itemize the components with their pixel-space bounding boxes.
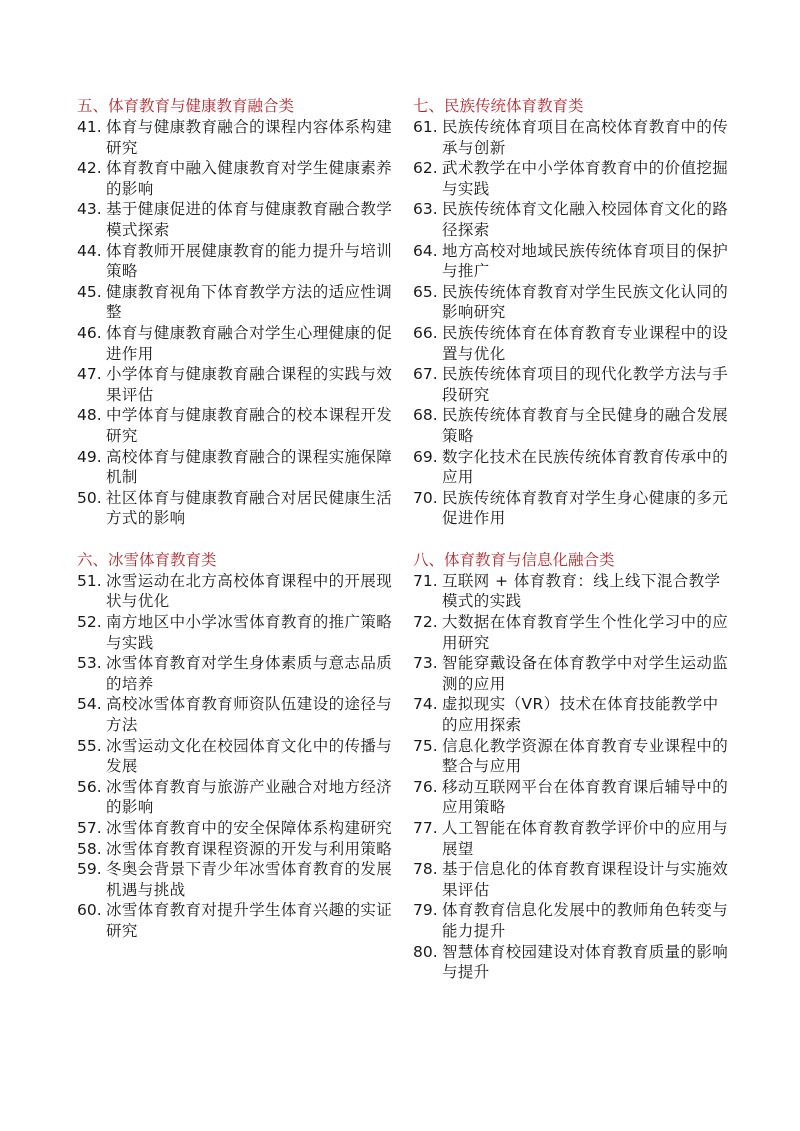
item-number: 77. (413, 819, 438, 837)
item-number: 42. (77, 159, 102, 178)
list-item (413, 900, 731, 941)
list-item (413, 694, 731, 735)
list-item (413, 199, 731, 240)
item-number: 63. (413, 200, 438, 219)
item-text: 冰雪体育教育中的安全保障体系构建研究 (106, 819, 393, 837)
list-item (77, 736, 395, 777)
item-text: 冰雪体育教育课程资源的开发与利用策略 (106, 839, 393, 858)
item-text: 数字化技术在民族传统体育教育传承中的应用 (442, 447, 729, 487)
item-text: 体育教师开展健康教育的能力提升与培训策略 (106, 241, 393, 281)
item-text: 智能穿戴设备在体育教学中对学生运动监测的应用 (442, 654, 729, 693)
list-item (413, 612, 731, 653)
item-text: 冰雪体育教育对学生身体素质与意志品质的培养 (106, 654, 393, 693)
item-number: 57. (77, 819, 102, 837)
list-item (77, 571, 395, 612)
item-text: 高校体育与健康教育融合的课程实施保障机制 (106, 447, 393, 487)
item-text: 民族传统体育项目在高校体育教育中的传承与创新 (442, 118, 729, 157)
list-item (77, 199, 395, 240)
item-text: 冰雪体育教育与旅游产业融合对地方经济的影响 (106, 777, 393, 817)
list-item (413, 818, 731, 859)
item-number: 60. (77, 901, 102, 920)
item-text: 体育与健康教育融合对学生心理健康的促进作用 (106, 323, 393, 363)
list-item (413, 571, 731, 612)
item-number: 59. (77, 860, 102, 879)
list-item (77, 364, 395, 405)
item-number: 45. (77, 282, 102, 301)
item-number: 62. (413, 159, 438, 178)
left-column (77, 96, 395, 963)
item-number: 56. (77, 777, 102, 796)
item-number: 74. (413, 695, 438, 714)
list-item (77, 405, 395, 446)
topic-section (77, 550, 395, 942)
item-number: 54. (77, 695, 102, 714)
item-text: 民族传统体育教育对学生身心健康的多元促进作用 (442, 488, 729, 528)
list-item (77, 653, 395, 694)
item-number: 50. (77, 488, 102, 507)
list-item (77, 241, 395, 282)
item-text: 人工智能在体育教育教学评价中的应用与展望 (442, 819, 729, 858)
item-text: 武术教学在中小学体育教育中的价值挖掘与实践 (442, 159, 729, 198)
item-number: 80. (413, 942, 438, 961)
item-number: 48. (77, 406, 102, 425)
list-item (413, 241, 731, 282)
item-text: 民族传统体育教育对学生民族文化认同的影响研究 (442, 282, 729, 322)
item-text: 小学体育与健康教育融合课程的实践与效果评估 (106, 365, 393, 404)
item-number: 43. (77, 200, 102, 219)
item-number: 47. (77, 365, 102, 384)
list-item (77, 818, 395, 839)
list-item (413, 323, 731, 364)
list-item (77, 117, 395, 158)
item-text: 大数据在体育教育学生个性化学习中的应用研究 (442, 613, 729, 652)
item-text: 信息化教学资源在体育教育专业课程中的整合与应用 (442, 736, 729, 776)
item-number: 75. (413, 736, 438, 755)
list-item (77, 158, 395, 199)
item-number: 68. (413, 406, 438, 425)
topic-section (413, 550, 731, 983)
list-item (413, 859, 731, 900)
list-item (77, 694, 395, 735)
item-text: 民族传统体育在体育教育专业课程中的设置与优化 (442, 323, 729, 363)
topic-section (413, 96, 731, 529)
list-item (413, 942, 731, 983)
list-item (413, 364, 731, 405)
list-item (77, 612, 395, 653)
item-text: 民族传统体育文化融入校园体育文化的路径探索 (442, 200, 729, 239)
list-item (413, 158, 731, 199)
list-item (77, 447, 395, 488)
list-item (77, 282, 395, 323)
item-number: 52. (77, 613, 102, 632)
list-item (413, 282, 731, 323)
item-text: 冰雪运动在北方高校体育课程中的开展现状与优化 (106, 571, 393, 611)
item-number: 53. (77, 654, 102, 673)
item-text: 虚拟现实（VR）技术在体育技能教学中的应用探索 (442, 695, 719, 735)
list-item (413, 117, 731, 158)
item-text: 基于健康促进的体育与健康教育融合教学模式探索 (106, 200, 393, 239)
item-number: 79. (413, 901, 438, 920)
item-number: 72. (413, 613, 438, 632)
item-text: 南方地区中小学冰雪体育教育的推广策略与实践 (106, 613, 393, 652)
list-item (77, 323, 395, 364)
item-text: 高校冰雪体育教育师资队伍建设的途径与方法 (106, 695, 393, 735)
topic-section (77, 96, 395, 529)
list-item (413, 736, 731, 777)
item-number: 55. (77, 736, 102, 755)
item-text: 移动互联网平台在体育教育课后辅导中的应用策略 (442, 777, 729, 817)
item-text: 基于信息化的体育教育课程设计与实施效果评估 (442, 860, 729, 899)
item-number: 70. (413, 488, 438, 507)
item-text: 冰雪运动文化在校园体育文化中的传播与发展 (106, 736, 393, 776)
item-number: 66. (413, 323, 438, 342)
section-heading: 五、体育教育与健康教育融合类 (77, 97, 295, 115)
item-number: 69. (413, 447, 438, 466)
item-number: 61. (413, 118, 438, 136)
item-number: 64. (413, 241, 438, 260)
item-text: 健康教育视角下体育教学方法的适应性调整 (106, 282, 393, 322)
item-text: 互联网 + 体育教育：线上线下混合教学模式的实践 (442, 571, 721, 611)
item-number: 46. (77, 323, 102, 342)
item-number: 58. (77, 839, 102, 858)
list-item (77, 859, 395, 900)
item-number: 49. (77, 447, 102, 466)
list-item (413, 653, 731, 694)
section-heading: 六、冰雪体育教育类 (77, 550, 217, 569)
item-text: 民族传统体育项目的现代化教学方法与手段研究 (442, 365, 729, 404)
item-text: 中学体育与健康教育融合的校本课程开发研究 (106, 406, 393, 445)
list-item (77, 488, 395, 529)
right-column (413, 96, 731, 1004)
list-item (77, 777, 395, 818)
item-text: 体育教育信息化发展中的教师角色转变与能力提升 (442, 901, 729, 940)
list-item (413, 447, 731, 488)
list-item (77, 900, 395, 941)
item-text: 智慧体育校园建设对体育教育质量的影响与提升 (442, 942, 729, 982)
item-number: 51. (77, 571, 102, 590)
item-number: 41. (77, 118, 102, 136)
item-number: 44. (77, 241, 102, 260)
list-item (77, 839, 395, 860)
item-number: 76. (413, 777, 438, 796)
list-item (413, 777, 731, 818)
item-text: 冬奥会背景下青少年冰雪体育教育的发展机遇与挑战 (106, 860, 393, 899)
list-item (413, 405, 731, 446)
item-text: 地方高校对地域民族传统体育项目的保护与推广 (442, 241, 729, 281)
item-number: 65. (413, 282, 438, 301)
item-text: 体育教育中融入健康教育对学生健康素养的影响 (106, 159, 393, 198)
section-heading: 八、体育教育与信息化融合类 (413, 550, 615, 569)
item-text: 社区体育与健康教育融合对居民健康生活方式的影响 (106, 488, 393, 528)
item-text: 体育与健康教育融合的课程内容体系构建研究 (106, 118, 393, 157)
item-number: 67. (413, 365, 438, 384)
item-text: 冰雪体育教育对提升学生体育兴趣的实证研究 (106, 901, 393, 940)
item-number: 73. (413, 654, 438, 673)
section-heading: 七、民族传统体育教育类 (413, 97, 584, 115)
item-number: 71. (413, 571, 438, 590)
item-number: 78. (413, 860, 438, 879)
item-text: 民族传统体育教育与全民健身的融合发展策略 (442, 406, 729, 445)
list-item (413, 488, 731, 529)
